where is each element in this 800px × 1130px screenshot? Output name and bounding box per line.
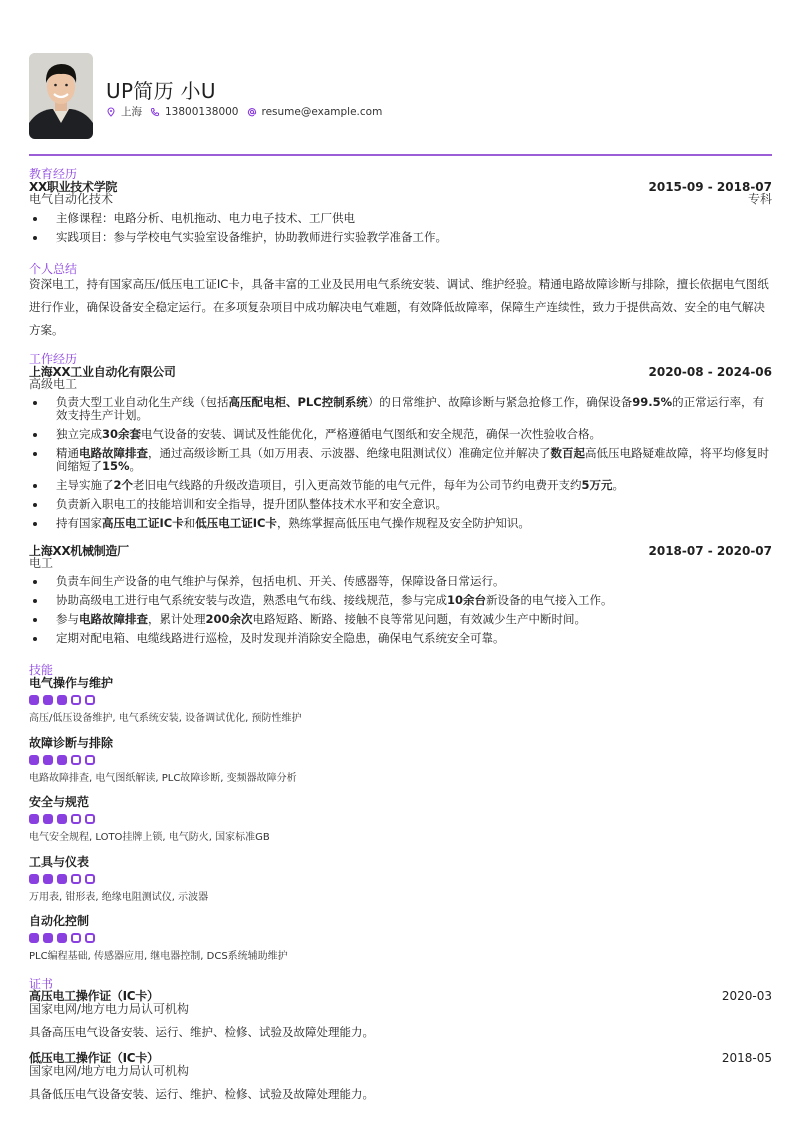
cert-date: 2018-05 <box>721 1051 772 1065</box>
skill-level-dots <box>29 814 99 824</box>
list-item: 精通电路故障排查，通过高级诊断工具（如万用表、示波器、绝缘电阻测试仪）准确定位并解决了数百起高低压电路疑难故障，将平均修复时间缩短了15%。 <box>29 447 772 473</box>
section-title-summary: 个人总结 <box>29 262 78 276</box>
filled-dot-icon <box>29 874 39 884</box>
section-title-education: 教育经历 <box>29 167 78 181</box>
list-item: 主导实施了2个老旧电气线路的升级改造项目，引入更高效节能的电气元件，每年为公司节约电费开支约5万元。 <box>29 479 772 492</box>
empty-dot-icon <box>85 933 95 943</box>
phone-icon <box>150 107 160 117</box>
list-item: 参与电路故障排查，累计处理200余次电路短路、断路、接触不良等常见问题，有效减少生产中断时间。 <box>29 613 772 626</box>
filled-dot-icon <box>57 814 67 824</box>
summary-text: 资深电工，持有国家高压/低压电工证IC卡，具备丰富的工业及民用电气系统安装、调试、维护经验。精通电路故障诊断与排除，擅长依据电气图纸进行作业，确保设备安全稳定运行。在多项复杂项目中成功解决电气难题，有效降低故障率，保障生产连续性，致力于提供高效、安全的电气解决方案。 <box>29 277 769 337</box>
skill-level-dots <box>29 755 99 765</box>
filled-dot-icon <box>29 814 39 824</box>
skill-name: 工具与仪表 <box>29 854 90 869</box>
filled-dot-icon <box>29 933 39 943</box>
education-dates: 2015-09 - 2018-07 <box>648 180 772 194</box>
filled-dot-icon <box>43 755 53 765</box>
filled-dot-icon <box>57 874 67 884</box>
skill-level-dots <box>29 874 99 884</box>
skill-desc: 高压/低压设备维护, 电气系统安装, 设备调试优化, 预防性维护 <box>29 713 302 724</box>
filled-dot-icon <box>43 695 53 705</box>
list-item: 负责车间生产设备的电气维护与保养，包括电机、开关、传感器等，保障设备日常运行。 <box>29 575 772 588</box>
location-text: 上海 <box>121 106 142 118</box>
job-company: 上海XX机械制造厂 <box>29 544 129 558</box>
skill-desc: 电路故障排查, 电气图纸解读, PLC故障诊断, 变频器故障分析 <box>29 772 297 784</box>
empty-dot-icon <box>71 695 81 705</box>
list-item: 负责大型工业自动化生产线（包括高压配电柜、PLC控制系统）的日常维护、故障诊断与紧急抢修工作，确保设备99.5%的正常运行率，有效支持生产计划。 <box>29 396 772 422</box>
skill-name: 自动化控制 <box>29 914 90 928</box>
empty-dot-icon <box>85 874 95 884</box>
skill-desc: 万用表, 钳形表, 绝缘电阻测试仪, 示波器 <box>29 891 209 903</box>
filled-dot-icon <box>43 874 53 884</box>
list-item: 主修课程：电路分析、电机拖动、电力电子技术、工厂供电 <box>29 212 772 225</box>
section-title-skills: 技能 <box>29 663 54 677</box>
contact-location <box>106 104 142 119</box>
skill-name: 电气操作与维护 <box>29 676 114 690</box>
empty-dot-icon <box>85 695 95 705</box>
avatar <box>29 53 93 139</box>
empty-dot-icon <box>85 755 95 765</box>
cert-name: 低压电工操作证（IC卡） <box>29 1051 159 1065</box>
filled-dot-icon <box>57 755 67 765</box>
list-item: 独立完成30余套电气设备的安装、调试及性能优化，严格遵循电气图纸和安全规范，确保一次性验收合格。 <box>29 428 772 441</box>
email-at-icon <box>247 107 257 117</box>
job-role: 高级电工 <box>29 377 78 391</box>
list-item: 协助高级电工进行电气系统安装与改造，熟悉电气布线、接线规范，参与完成10余台新设备的电气接入工作。 <box>29 594 772 607</box>
job-dates: 2020-08 - 2024-06 <box>648 365 772 379</box>
candidate-name: UP简历 小U <box>106 79 216 103</box>
job-role: 电工 <box>29 556 54 570</box>
filled-dot-icon <box>57 695 67 705</box>
cert-desc: 具备高压电气设备安装、运行、维护、检修、试验及故障处理能力。 <box>29 1025 374 1039</box>
job-bullets <box>29 396 772 536</box>
skill-desc: 电气安全规程, LOTO挂牌上锁, 电气防火, 国家标准GB <box>29 832 270 843</box>
section-title-certificates: 证书 <box>29 977 54 991</box>
filled-dot-icon <box>57 933 67 943</box>
header-divider <box>29 154 772 156</box>
skill-level-dots <box>29 933 99 943</box>
job-dates: 2018-07 - 2020-07 <box>648 544 772 558</box>
list-item: 定期对配电箱、电缆线路进行巡检，及时发现并消除安全隐患，确保电气系统安全可靠。 <box>29 632 772 645</box>
degree: 专科 <box>747 192 772 206</box>
list-item: 持有国家高压电工证IC卡和低压电工证IC卡，熟练掌握高低压电气操作规程及安全防护知识。 <box>29 517 772 530</box>
filled-dot-icon <box>29 695 39 705</box>
cert-name: 高压电工操作证（IC卡） <box>29 989 159 1003</box>
skill-name: 故障诊断与排除 <box>29 735 114 750</box>
skill-level-dots <box>29 695 99 705</box>
empty-dot-icon <box>71 933 81 943</box>
school-name: XX职业技术学院 <box>29 180 118 194</box>
job-bullets <box>29 575 772 651</box>
resume-header <box>29 53 772 139</box>
filled-dot-icon <box>43 814 53 824</box>
education-bullets <box>29 212 772 250</box>
contact-email[interactable] <box>247 106 383 118</box>
empty-dot-icon <box>71 874 81 884</box>
phone-text: 13800138000 <box>165 105 239 118</box>
list-item: 负责新入职电工的技能培训和安全指导，提升团队整体技术水平和安全意识。 <box>29 498 772 511</box>
filled-dot-icon <box>29 755 39 765</box>
contact-phone <box>150 106 239 118</box>
location-pin-icon <box>106 107 116 117</box>
cert-issuer: 国家电网/地方电力局认可机构 <box>29 1064 190 1078</box>
skill-name: 安全与规范 <box>29 795 90 809</box>
major: 电气自动化技术 <box>29 192 114 206</box>
list-item: 实践项目：参与学校电气实验室设备维护，协助教师进行实验教学准备工作。 <box>29 231 772 244</box>
skill-desc: PLC编程基础, 传感器应用, 继电器控制, DCS系统辅助维护 <box>29 951 288 962</box>
cert-issuer: 国家电网/地方电力局认可机构 <box>29 1002 190 1016</box>
empty-dot-icon <box>71 814 81 824</box>
empty-dot-icon <box>85 814 95 824</box>
cert-date: 2020-03 <box>721 989 772 1003</box>
job-company: 上海XX工业自动化有限公司 <box>29 365 176 379</box>
email-text[interactable]: resume@example.com <box>261 105 383 118</box>
section-title-work: 工作经历 <box>29 352 78 366</box>
filled-dot-icon <box>43 933 53 943</box>
contact-row <box>106 104 390 119</box>
cert-desc: 具备低压电气设备安装、运行、维护、检修、试验及故障处理能力。 <box>29 1087 374 1101</box>
empty-dot-icon <box>71 755 81 765</box>
